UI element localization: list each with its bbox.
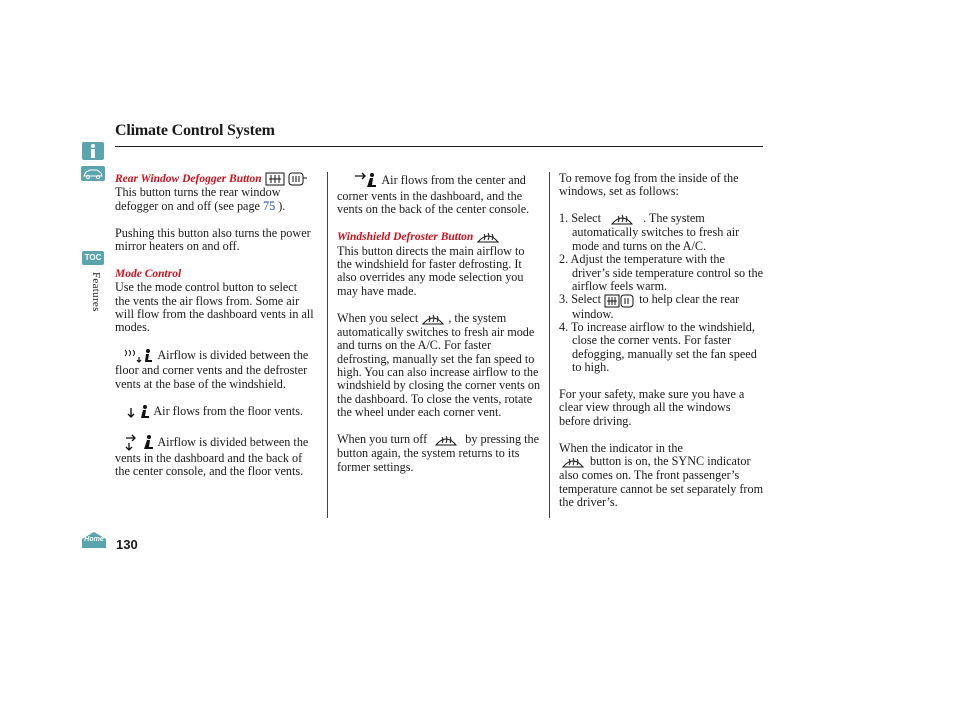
ws-off-text-b: by pressing the button again, the system returns to its former settings.: [337, 432, 540, 474]
page-link-75[interactable]: 75: [263, 198, 276, 213]
toc-button[interactable]: TOC: [82, 251, 104, 265]
mirror-heater-icon: [288, 172, 308, 186]
step-number: 1.: [559, 211, 569, 226]
safety-text: For your safety, make sure you have a clear view through all the windows before driving.: [559, 387, 745, 428]
step-2: [559, 253, 764, 293]
step-text: Adjust the temperature with the driver’s side temperature control so the airflow feels warm.: [570, 252, 763, 294]
title-rule: [115, 146, 763, 147]
floor-defrost-text: Airflow is divided between the floor and corner vents and the defroster vents at the base of the windshield.: [115, 348, 309, 391]
column-2: [337, 172, 542, 474]
rear-defogger-icon: [265, 172, 285, 186]
page-number: 130: [116, 537, 138, 552]
step-text: . The system automatically switches to fresh air mode and turns on the A/C.: [572, 211, 740, 253]
windshield-defroster-heading: Windshield Defroster Button: [337, 231, 474, 244]
step-text: Select: [571, 292, 605, 307]
bilevel-text: Airflow is divided between the vents in the dashboard and the back of the center console, and the floor vents.: [115, 434, 309, 479]
mode-control-text: Use the mode control button to select the vents the air flows from. Some air will flow from the dashboard vents in all modes.: [115, 280, 314, 335]
step-number: 4.: [559, 320, 569, 335]
info-icon: [82, 142, 104, 160]
ws-off-text-a: When you turn off: [337, 432, 431, 447]
rear-defogger-text-b: ).: [275, 198, 286, 213]
rear-defogger-icon: [604, 294, 636, 308]
mirror-heater-text: Pushing this button also turns the power mirror heaters on and off.: [115, 225, 311, 254]
car-icon: [81, 166, 105, 181]
windshield-defrost-icon: [430, 433, 462, 447]
home-label: Home: [84, 536, 104, 543]
step-number: 2.: [559, 252, 569, 267]
fog-intro-text: To remove fog from the inside of the windows, set as follows:: [559, 171, 739, 199]
section-label: Features: [90, 272, 102, 312]
mode-control-heading: Mode Control: [115, 267, 182, 280]
windshield-defrost-icon: [421, 312, 445, 326]
column-3: [559, 172, 764, 510]
step-3: [559, 293, 764, 321]
bilevel-icon: [123, 434, 155, 452]
rear-defogger-heading: Rear Window Defogger Button: [115, 173, 262, 185]
ws-select-text-b: , the system automatically switches to fresh air mode and turns on the A/C. For faster defrosting, manually set the fan speed to high. You can also increase airflow to the windshield by closing the corner vents on the dashboard. To close the vents, rotate the wheel under each corner vent.: [337, 310, 541, 420]
windshield-defrost-icon: [476, 230, 500, 244]
home-button[interactable]: [80, 531, 108, 549]
floor-icon: [127, 404, 151, 420]
column-divider-2: [549, 172, 550, 518]
car-button[interactable]: [81, 166, 105, 181]
step-text: to help clear the rear window.: [572, 292, 740, 321]
info-button[interactable]: [82, 142, 104, 160]
floor-text: Air flows from the floor vents.: [153, 404, 303, 419]
step-text: Select: [571, 211, 605, 226]
rear-defogger-text-a: This button turns the rear window defogger on and off (see page: [115, 185, 281, 213]
step-number: 3.: [559, 292, 569, 307]
windshield-defrost-icon: [604, 212, 640, 226]
panel-text: Air flows from the center and corner vents in the dashboard, and the vents on the back of the center console.: [337, 172, 530, 217]
windshield-defroster-text: This button directs the main airflow to the windshield for faster defrosting. It also overrides any mode selection you may have made.: [337, 243, 525, 298]
panel-icon: [353, 172, 379, 190]
page-title: Climate Control System: [115, 122, 275, 139]
column-1: [115, 172, 315, 479]
floor-defrost-icon: [123, 348, 155, 364]
sync-text-a: When the indicator in the: [559, 440, 683, 455]
step-text: To increase airflow to the windshield, close the corner vents. For faster defogging, manually set the fan speed to high.: [570, 320, 757, 375]
step-1: [559, 212, 764, 253]
ws-select-text-a: When you select: [337, 310, 422, 325]
sync-text-b: button is on, the SYNC indicator also comes on. The front passenger’s temperature cannot be set separately from the driver’s.: [559, 454, 764, 510]
windshield-defrost-icon: [559, 455, 587, 469]
column-divider-1: [327, 172, 328, 518]
step-4: [559, 321, 764, 375]
